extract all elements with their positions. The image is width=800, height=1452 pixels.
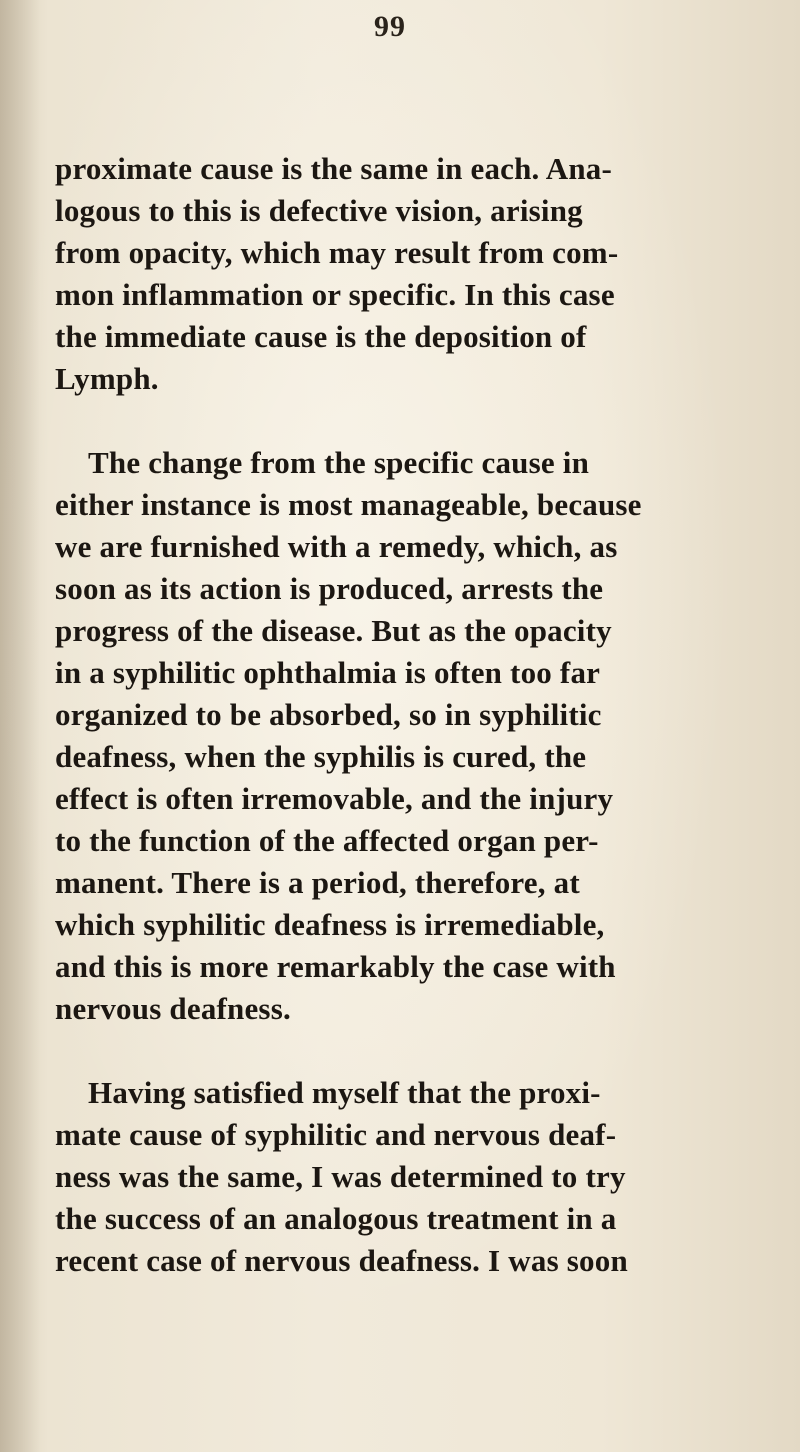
- text-line: which syphilitic deafness is irremediable,: [55, 907, 605, 942]
- text-line: the immediate cause is the deposition of: [55, 319, 587, 354]
- text-line: and this is more remarkably the case with: [55, 949, 616, 984]
- paragraph-1: [0, 148, 800, 400]
- text-line: mate cause of syphilitic and nervous deaf-: [55, 1117, 617, 1152]
- text-line: either instance is most manageable, because: [55, 487, 642, 522]
- text-line: The change from the specific cause in: [88, 445, 590, 480]
- text-line: we are furnished with a remedy, which, as: [55, 529, 618, 564]
- text-line: ness was the same, I was determined to try: [55, 1159, 626, 1194]
- text-line: progress of the disease. But as the opacity: [55, 613, 612, 648]
- text-line: deafness, when the syphilis is cured, the: [55, 739, 587, 774]
- text-line: Lymph.: [55, 361, 159, 396]
- page-number: 99: [374, 10, 406, 43]
- text-line: in a syphilitic ophthalmia is often too far: [55, 655, 601, 690]
- text-line: proximate cause is the same in each. Ana-: [55, 151, 612, 186]
- text-line: from opacity, which may result from com-: [55, 235, 619, 270]
- text-line: manent. There is a period, therefore, at: [55, 865, 580, 900]
- text-line: Having satisfied myself that the proxi-: [88, 1075, 601, 1110]
- text-line: effect is often irremovable, and the injury: [55, 781, 614, 816]
- text-line: to the function of the affected organ per-: [55, 823, 599, 858]
- body-text: [0, 148, 800, 1282]
- text-line: mon inflammation or specific. In this case: [55, 277, 615, 312]
- text-line: nervous deafness.: [55, 991, 291, 1026]
- text-line: recent case of nervous deafness. I was soon: [55, 1243, 628, 1278]
- paragraph-2: [0, 442, 800, 1030]
- paragraph-3: [0, 1072, 800, 1282]
- text-line: the success of an analogous treatment in a: [55, 1201, 617, 1236]
- text-line: soon as its action is produced, arrests the: [55, 571, 604, 606]
- text-line: logous to this is defective vision, arising: [55, 193, 583, 228]
- text-line: organized to be absorbed, so in syphilitic: [55, 697, 602, 732]
